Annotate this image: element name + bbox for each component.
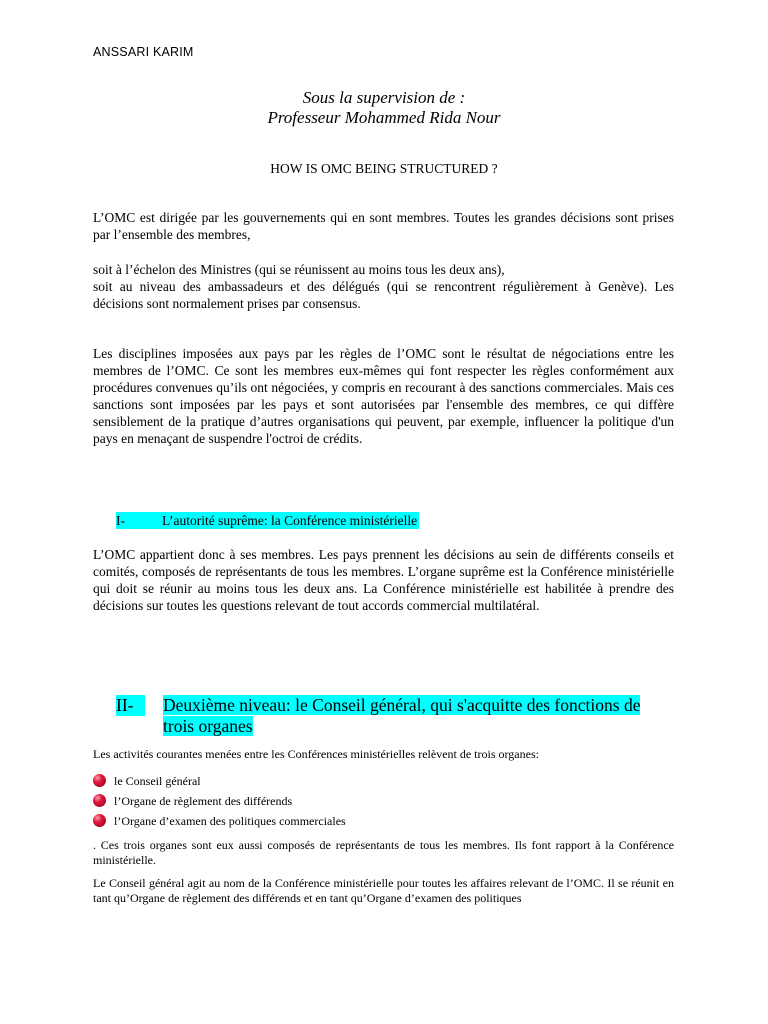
bullet-text: l’Organe de règlement des différends (114, 794, 293, 808)
intro-paragraph-1: L’OMC est dirigée par les gouvernements qui en sont membres. Toutes les grandes décisions sont prises par l’ensemble des membres, (93, 210, 674, 242)
bullet-item (93, 814, 346, 829)
section-1-number: I- (116, 513, 125, 528)
section-2-title: Deuxième niveau: le Conseil général, qui s'acquitte des fonctions de trois organes (163, 695, 641, 736)
section-1-heading (116, 512, 419, 529)
supervisor-name: Professeur Mohammed Rida Nour (267, 108, 501, 127)
red-ball-bullet-icon (93, 814, 106, 827)
bullet-item (93, 794, 292, 809)
section-2-intro: Les activités courantes menées entre les Conférences ministérielles relèvent de trois organes: (93, 747, 539, 761)
intro-paragraph-3: Les disciplines imposées aux pays par les règles de l’OMC sont le résultat de négociations entre les membres de l’OMC. Ce sont les membres eux-mêmes qui font respecter les règles conformément aux procédures convenues qu’ils ont négociées, y compris en recourant à des sanctions commerciales. Mais ces sanctions sont imposées par les pays et sont autorisées par l'ensemble des membres, ce qui diffère sensiblement de la pratique d’autres organisations qui peuvent, par exemple, influencer la politique d'un pays en menaçant de suspendre l'octroi de crédits. (93, 346, 674, 446)
section-1-title: L’autorité suprême: la Conférence ministérielle (162, 513, 418, 528)
section-2-number: II- (116, 695, 145, 716)
bullet-item (93, 774, 201, 789)
document-title: HOW IS OMC BEING STRUCTURED ? (270, 161, 498, 176)
bullet-text: l’Organe d’examen des politiques commerciales (114, 814, 346, 828)
intro-line-ministers: soit à l’échelon des Ministres (qui se réunissent au moins tous les deux ans), (93, 262, 505, 277)
section-2-paragraph-1: . Ces trois organes sont eux aussi composés de représentants de tous les membres. Ils font rapport à la Conférence ministérielle. (93, 838, 674, 867)
supervision-line: Sous la supervision de : (302, 88, 466, 107)
red-ball-bullet-icon (93, 774, 106, 787)
author-name: ANSSARI KARIM (93, 45, 194, 59)
intro-paragraph-2: soit au niveau des ambassadeurs et des délégués (qui se rencontrent régulièrement à Genève). Les décisions sont normalement prises par consensus. (93, 279, 674, 311)
red-ball-bullet-icon (93, 794, 106, 807)
section-1-body: L’OMC appartient donc à ses membres. Les pays prennent les décisions au sein de différents conseils et comités, composés de représentants de tous les membres. L’organe suprême est la Conférence ministérielle qui doit se réunir au moins tous les deux ans. La Conférence ministérielle est habilitée à prendre des décisions sur toutes les questions relevant de tout accords commercial multilatéral. (93, 547, 674, 613)
bullet-text: le Conseil général (114, 774, 201, 788)
section-2-paragraph-2: Le Conseil général agit au nom de la Conférence ministérielle pour toutes les affaires relevant de l’OMC. Il se réunit en tant qu’Organe de règlement des différends et en tant qu’Organe d’examen des politiques (93, 876, 674, 905)
